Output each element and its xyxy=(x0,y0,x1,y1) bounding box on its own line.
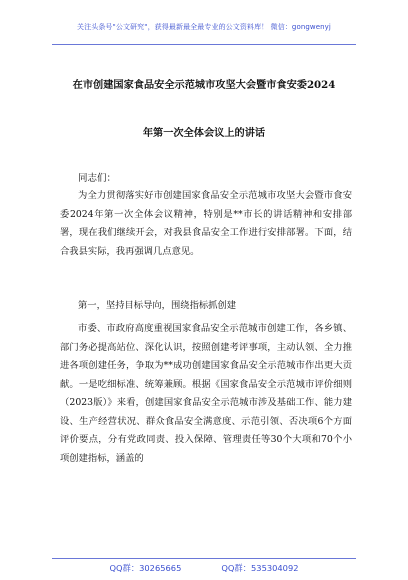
footer xyxy=(0,562,408,574)
salutation: 同志们： xyxy=(78,173,117,184)
document-title-line2: 年第一次全体会议上的讲话 xyxy=(142,127,266,139)
paragraph-section-1: 市委、市政府高度重视国家食品安全示范城市创建工作，各乡镇、部门务必提高站位、深化认识，按照创建考评事项，主动认领、全力推进各项创建任务，争取为**成功创建国家食品安全示范城市作出更大贡献。一是吃细标准、统筹兼顾。根据《国家食品安全示范城市评价细则（2023版）》来看，创建国家食品安全示范城市涉及基础工作、能力建设、生产经营状况、群众食品安全满意度、示范引领、否决项6个方面评价要点，分有党政同责、投入保障、管理责任等30个大项和70个小项创建指标，涵盖的 xyxy=(60,323,352,464)
header-banner: 关注头条号"公文研究"，获得最新最全最专业的公文资料库！ 微信：gongwenyj xyxy=(77,23,331,31)
paragraph-intro: 为全力贯彻落实好市创建国家食品安全示范城市攻坚大会暨市食安委2024年第一次全体会议精神，特别是**市长的讲话精神和安排部署，现在我们继续开会，对我县食品安全工作进行安排部署。下面，结合我县实际，我再强调几点意见。 xyxy=(60,190,352,257)
document-title-line1: 在市创建国家食品安全示范城市攻坚大会暨市食安委2024 xyxy=(72,79,336,91)
footer-qq-group-1: QQ群：30265665 xyxy=(109,563,182,573)
footer-qq-group-2: QQ群：535304092 xyxy=(221,563,299,573)
footer-divider xyxy=(52,558,356,559)
section-heading-1: 第一，坚持目标导向，围绕指标抓创建 xyxy=(78,300,237,311)
header-divider xyxy=(52,44,356,45)
